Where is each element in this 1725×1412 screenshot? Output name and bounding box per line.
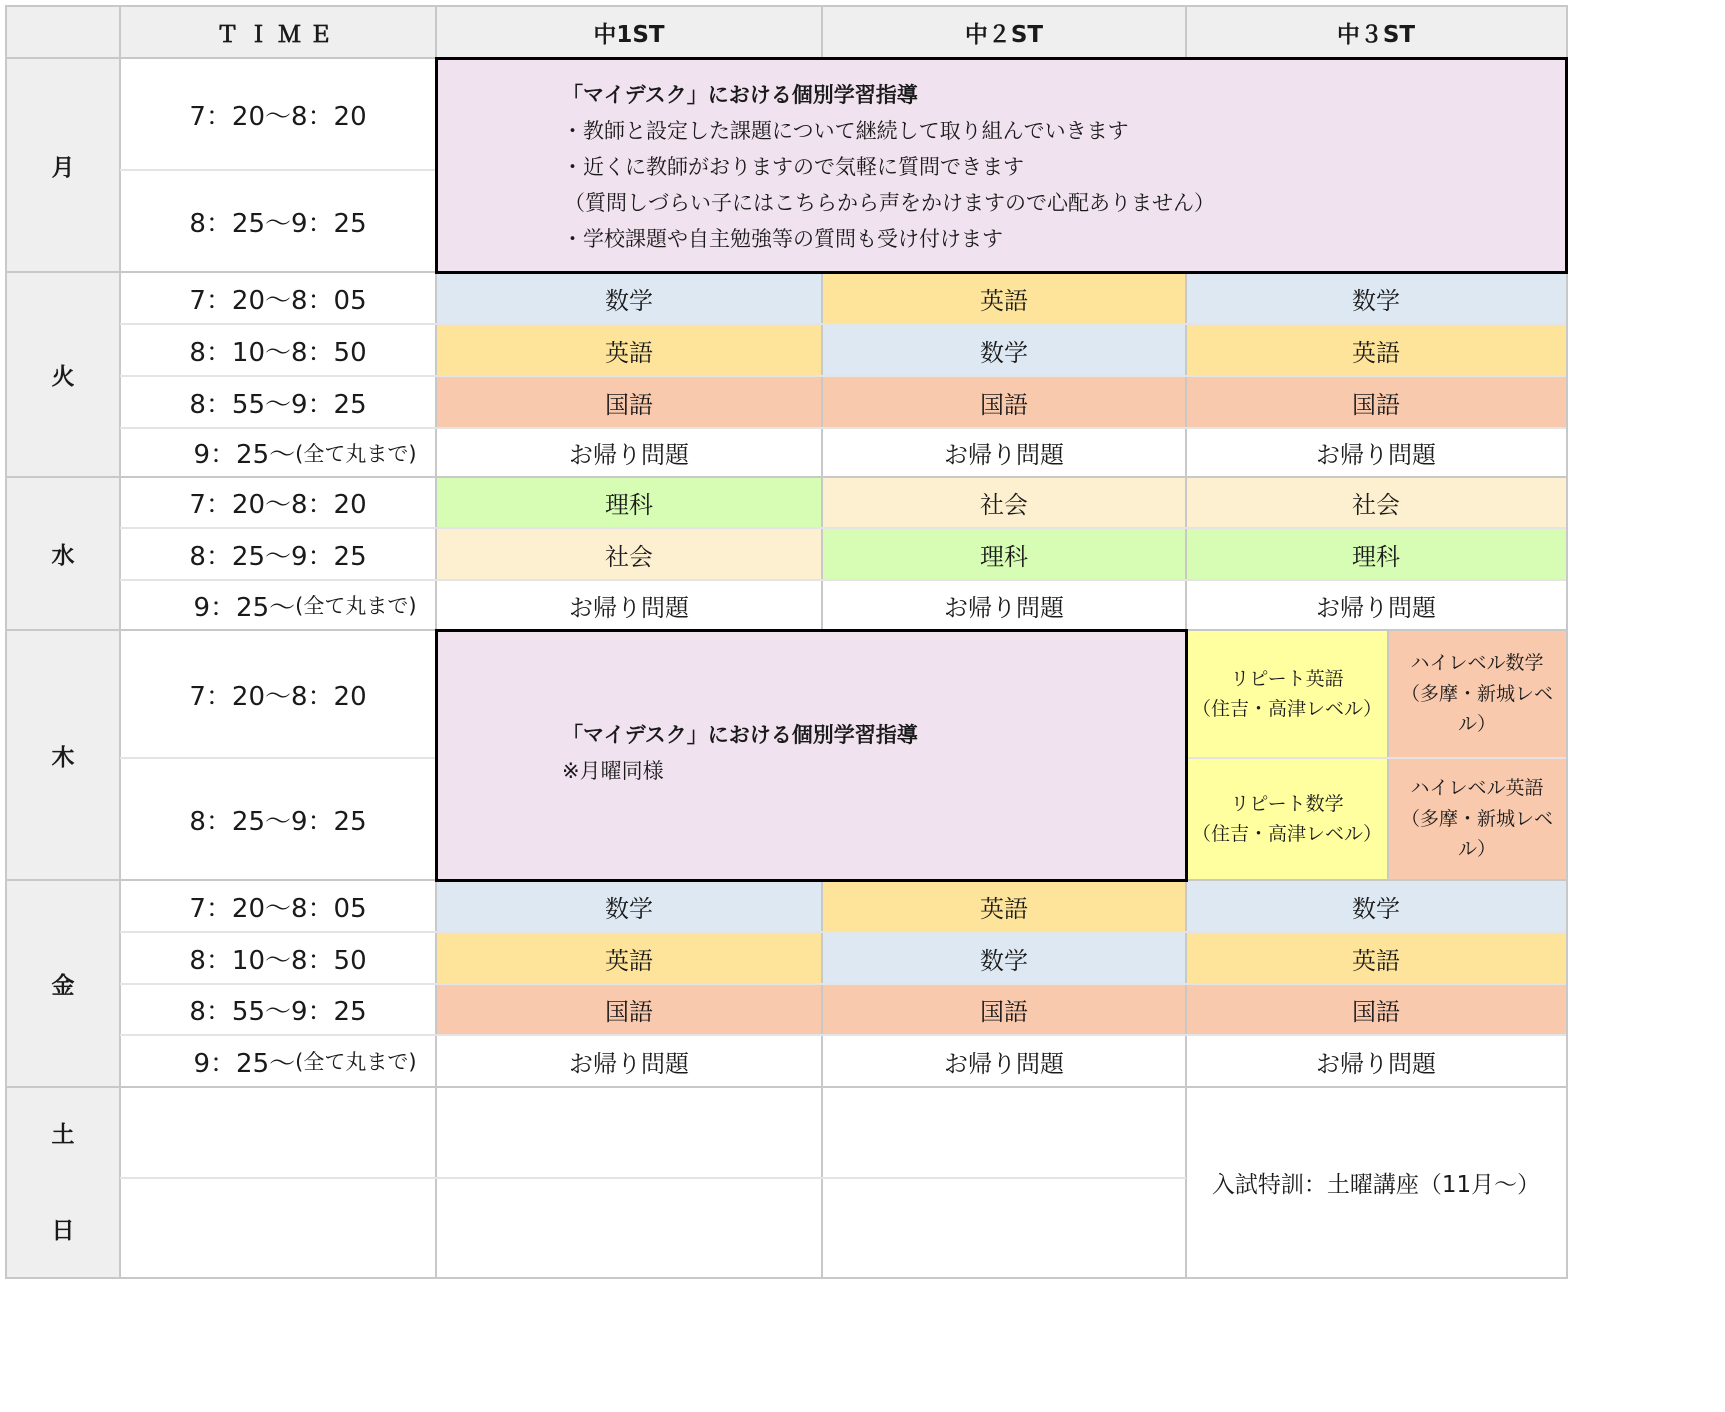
day-friday: 金 [6, 880, 120, 1087]
time-fri-4-note: (全て丸まで) [295, 1050, 417, 1074]
grid-h-thu-mid-c3 [1186, 757, 1566, 759]
header-time: ＴＩＭＥ [120, 6, 436, 58]
fri-c3-r3: 国語 [1186, 984, 1566, 1035]
tue-c2-r1: 英語 [822, 272, 1186, 324]
time-fri-4-main: 9：25〜 [193, 1048, 296, 1079]
fri-c3-r1: 数学 [1186, 880, 1566, 932]
fri-c1-r1: 数学 [436, 880, 822, 932]
grid-h-tue-3 [120, 427, 1566, 429]
time-mon-2: 8：25〜9：25 [120, 170, 436, 272]
header-col-1: 中1ST [436, 6, 822, 58]
monday-mydesk-line-2: ・近くに教師がおりますので気軽に質問できます [562, 155, 1024, 179]
time-tue-1: 7：20〜8：05 [120, 272, 436, 324]
thu-repeat-en-line2: （住吉・高津レベル） [1191, 698, 1382, 720]
weekend-c3-special-course: 入試特訓：土曜講座（11月〜） [1211, 1172, 1541, 1198]
grid-h-tue-end [6, 476, 1566, 478]
wed-c3-r1: 社会 [1186, 477, 1566, 528]
fri-c1-r3: 国語 [436, 984, 822, 1035]
time-tue-3: 8：55〜9：25 [120, 376, 436, 428]
day-monday: 月 [6, 58, 120, 272]
time-wed-3-note: (全て丸まで) [295, 594, 417, 618]
tue-c3-r1: 数学 [1186, 272, 1566, 324]
thu-repeat-math-line2: （住吉・高津レベル） [1191, 823, 1382, 845]
grid-h-fri-3 [120, 1034, 1566, 1036]
tue-c1-r4: お帰り問題 [569, 441, 689, 469]
wed-c3-r3: お帰り問題 [1316, 593, 1436, 622]
wed-c3-r2: 理科 [1186, 528, 1566, 580]
grid-h-fri-2 [120, 983, 1566, 985]
tue-c3-r4: お帰り問題 [1316, 441, 1436, 469]
tue-c2-r3: 国語 [822, 376, 1186, 428]
thu-hl-math-line1: ハイレベル数学 [1410, 652, 1544, 675]
tue-c1-r1: 数学 [436, 272, 822, 324]
grid-h-thu-mid [120, 757, 436, 759]
thursday-mydesk-note: ※月曜同様 [562, 759, 664, 783]
thursday-mydesk-text [562, 717, 1162, 789]
grid-h-tue-2 [120, 375, 1566, 377]
fri-c2-r1: 英語 [822, 880, 1186, 932]
time-fri-1: 7：20〜8：05 [120, 880, 436, 932]
monday-mydesk-title: 「マイデスク」における個別学習指導 [562, 83, 918, 107]
day-tuesday: 火 [6, 272, 120, 477]
tue-c2-r2: 数学 [822, 324, 1186, 376]
grid-h-wed-1 [120, 527, 1566, 529]
grid-h-tue-1 [120, 323, 1566, 325]
thu-hl-en-line1: ハイレベル英語 [1410, 777, 1544, 800]
monday-mydesk-line-1: ・教師と設定した課題について継続して取り組んでいきます [562, 119, 1129, 143]
grid-h-fri-end [6, 1086, 1566, 1088]
time-tue-4-note: (全て丸まで) [295, 441, 417, 466]
tue-c1-r2: 英語 [436, 324, 822, 376]
time-fri-3: 8：55〜9：25 [120, 984, 436, 1035]
day-wednesday: 水 [6, 477, 120, 630]
wed-c1-r3: お帰り問題 [569, 593, 689, 622]
monday-mydesk-line-3: （質問しづらい子にはこちらから声をかけますので心配ありません） [564, 191, 1215, 215]
thursday-mydesk-title: 「マイデスク」における個別学習指導 [562, 723, 918, 747]
fri-c2-r2: 数学 [822, 932, 1186, 984]
time-wed-3-main: 9：25〜 [193, 592, 296, 623]
tue-c1-r3: 国語 [436, 376, 822, 428]
fri-c2-r3: 国語 [822, 984, 1186, 1035]
day-saturday: 土 [6, 1087, 120, 1178]
day-thursday: 木 [6, 630, 120, 880]
thu-hl-en-line2: （多摩・新城レベ [1400, 807, 1553, 830]
time-tue-4-main: 9：25〜 [193, 440, 296, 470]
time-mon-1: 7：20〜8：20 [120, 58, 436, 170]
grid-h-wed-2 [120, 579, 1566, 581]
tue-c3-r2: 英語 [1186, 324, 1566, 376]
time-wed-2: 8：25〜9：25 [120, 528, 436, 580]
fri-c2-r4: お帰り問題 [944, 1049, 1064, 1078]
time-fri-2: 8：10〜8：50 [120, 932, 436, 984]
header-col-2: 中２ST [822, 6, 1186, 58]
fri-c1-r2: 英語 [436, 932, 822, 984]
wed-c2-r3: お帰り問題 [944, 593, 1064, 622]
wed-c1-r2: 社会 [436, 528, 822, 580]
fri-c3-r4: お帰り問題 [1316, 1049, 1436, 1078]
monday-mydesk-text [562, 77, 1462, 257]
tue-c2-r4: お帰り問題 [944, 441, 1064, 469]
time-thu-2: 8：25〜9：25 [120, 758, 436, 880]
thu-hl-math-line2: （多摩・新城レベ [1400, 682, 1553, 705]
time-thu-1: 7：20〜8：20 [120, 630, 436, 758]
grid-h-fri-1 [120, 931, 1566, 933]
wed-c2-r2: 理科 [822, 528, 1186, 580]
thu-hl-en-line3: ル） [1457, 838, 1496, 861]
grid-v-thu-split [1387, 630, 1389, 880]
fri-c3-r2: 英語 [1186, 932, 1566, 984]
thu-repeat-math-line1: リピート数学 [1230, 792, 1344, 815]
thu-hl-math-line3: ル） [1457, 713, 1496, 736]
header-col-3: 中３ST [1186, 6, 1566, 58]
day-sunday: 日 [6, 1178, 120, 1278]
grid-h-mon-mid [120, 169, 436, 171]
time-tue-2: 8：10〜8：50 [120, 324, 436, 376]
wed-c1-r1: 理科 [436, 477, 822, 528]
grid-h-weekend-mid [120, 1177, 1186, 1179]
wed-c2-r1: 社会 [822, 477, 1186, 528]
thu-repeat-en-line1: リピート英語 [1230, 667, 1344, 690]
time-wed-1: 7：20〜8：20 [120, 477, 436, 528]
tue-c3-r3: 国語 [1186, 376, 1566, 428]
fri-c1-r4: お帰り問題 [569, 1049, 689, 1078]
monday-mydesk-line-4: ・学校課題や自主勉強等の質問も受け付けます [562, 227, 1003, 251]
